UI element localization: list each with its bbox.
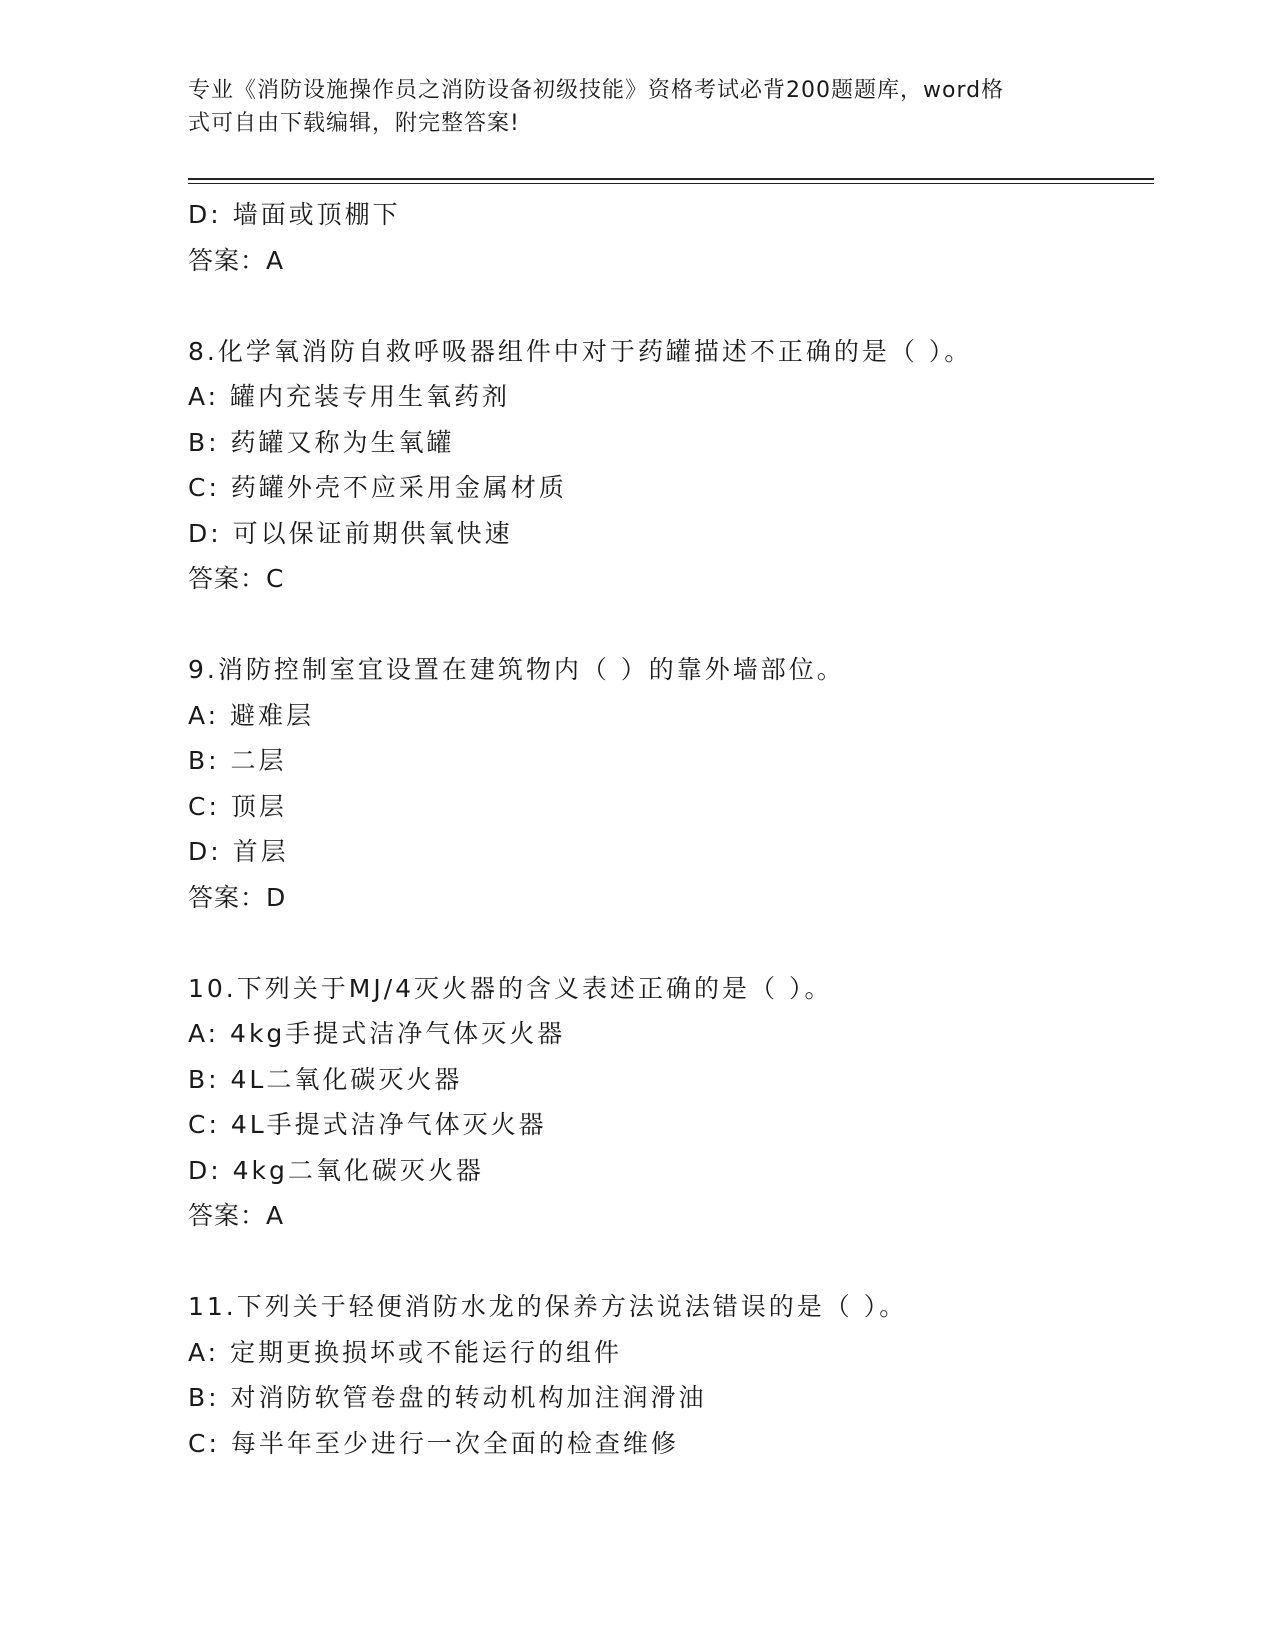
option-a: A: 罐内充装专用生氧药剂 (188, 382, 511, 411)
spacer (188, 920, 1154, 966)
question-list (188, 192, 1154, 1466)
option-d: D: 首层 (188, 837, 289, 866)
header-divider (188, 178, 1154, 184)
option-c: C: 每半年至少进行一次全面的检查维修 (188, 1428, 679, 1458)
header-line-2: 式可自由下载编辑，附完整答案! (188, 111, 520, 136)
option-d: D: 墙面或顶棚下 (188, 200, 401, 229)
answer: 答案：D (188, 882, 287, 912)
question-stem: 11.下列关于轻便消防水龙的保养方法说法错误的是（ ）。 (188, 1292, 908, 1321)
spacer (188, 283, 1154, 329)
option-a: A: 定期更换损坏或不能运行的组件 (188, 1337, 623, 1367)
option-b: B: 二层 (188, 746, 287, 775)
option-a: A: 避难层 (188, 700, 315, 730)
spacer (188, 1239, 1154, 1285)
option-b: B: 药罐又称为生氧罐 (188, 427, 455, 457)
header-line-1: 专业《消防设施操作员之消防设备初级技能》资格考试必背200题题库，word格 (188, 78, 1005, 103)
option-d: D: 4kg二氧化碳灭火器 (188, 1155, 484, 1185)
option-c: C: 顶层 (188, 791, 287, 821)
page-header (188, 74, 1068, 140)
spacer (188, 602, 1154, 648)
option-b: B: 对消防软管卷盘的转动机构加注润滑油 (188, 1383, 707, 1412)
option-c: C: 药罐外壳不应采用金属材质 (188, 473, 567, 502)
question-stem: 9.消防控制室宜设置在建筑物内（ ）的靠外墙部位。 (188, 655, 845, 684)
answer: 答案：A (188, 245, 285, 275)
option-a: A: 4kg手提式洁净气体灭火器 (188, 1019, 566, 1048)
option-d: D: 可以保证前期供氧快速 (188, 518, 513, 548)
answer: 答案：A (188, 1201, 285, 1230)
answer: 答案：C (188, 564, 285, 593)
option-c: C: 4L手提式洁净气体灭火器 (188, 1110, 547, 1139)
option-b: B: 4L二氧化碳灭火器 (188, 1064, 463, 1094)
question-stem: 10.下列关于MJ/4灭火器的含义表述正确的是（ ）。 (188, 973, 833, 1003)
question-stem: 8.化学氧消防自救呼吸器组件中对于药罐描述不正确的是（ ）。 (188, 336, 973, 366)
